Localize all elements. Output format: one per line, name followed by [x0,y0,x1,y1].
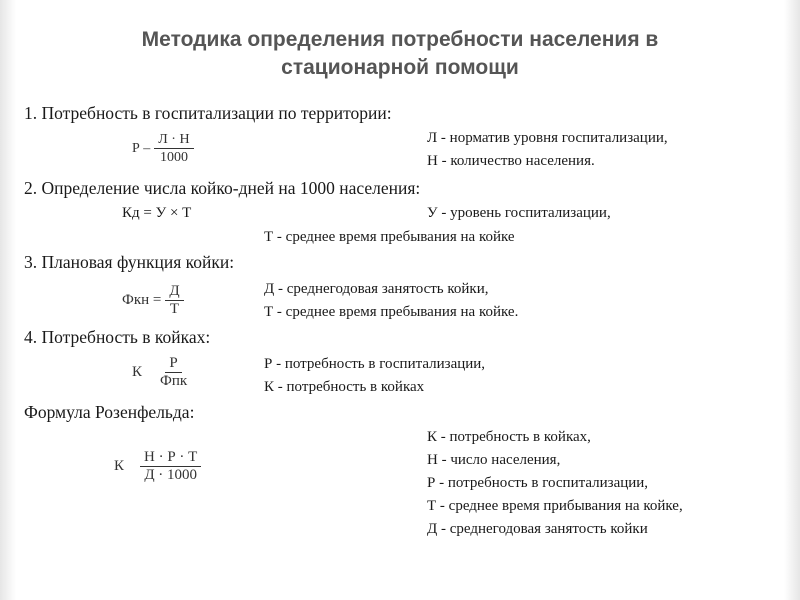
formula-lhs: К [114,458,125,474]
formula-lhs: Фкн = [122,292,162,308]
right-edge-shadow [784,0,800,600]
slide-title [60,26,740,82]
section-1-desc-2: Н - количество населения. [427,153,595,169]
title-line-2: стационарной помощи [281,56,519,79]
section-5-heading: Формула Розенфельда: [24,402,195,422]
formula-bed-need [132,355,191,390]
formula-denominator: Д · 1000 [144,467,198,483]
formula-planned-bed-function [122,283,184,318]
section-1-desc-1: Л - норматив уровня госпитализации, [427,130,668,146]
section-5-desc-4: Т - среднее время прибывания на койке, [427,498,683,514]
formula-numerator: Н · Р · Т [140,449,201,467]
section-4-desc-2: К - потребность в койках [264,379,425,395]
formula-denominator: Т [169,301,180,317]
left-edge-shadow [0,0,16,600]
formula-bed-days: Кд = У × Т [122,205,192,221]
section-1-heading: 1. Потребность в госпитализации по территории: [24,103,392,123]
formula-hospitalization-need [132,131,194,166]
section-2-desc-2: Т - среднее время пребывания на койке [264,229,515,245]
section-3-desc-1: Д - среднегодовая занятость койки, [264,281,489,297]
section-3-heading: 3. Плановая функция койки: [24,252,235,272]
formula-lhs: К [132,364,143,380]
section-2-heading: 2. Определение числа койко-дней на 1000 населения: [24,178,421,198]
formula-rosenfeld [114,449,201,484]
section-4-desc-1: Р - потребность в госпитализации, [264,356,486,372]
section-2-desc-1: У - уровень госпитализации, [427,205,611,221]
section-4-heading: 4. Потребность в койках: [24,327,211,347]
formula-lhs: Р – [132,140,151,156]
formula-denominator: 1000 [159,150,188,165]
section-3-desc-2: Т - среднее время пребывания на койке. [264,304,519,320]
formula-denominator: Фпк [160,373,188,389]
formula-fraction [156,355,191,390]
section-5-desc-1: К - потребность в койках, [427,429,591,445]
section-5-desc-3: Р - потребность в госпитализации, [427,475,649,491]
formula-fraction [154,131,193,166]
formula-numerator: Л · Н [154,131,193,149]
title-line-1: Методика определения потребности населения в [141,28,659,51]
formula-fraction [140,449,201,484]
formula-fraction [165,283,183,318]
formula-numerator: Р [165,355,181,373]
section-5-desc-2: Н - число населения, [427,452,561,468]
section-5-desc-5: Д - среднегодовая занятость койки [427,521,648,537]
formula-numerator: Д [165,283,183,301]
